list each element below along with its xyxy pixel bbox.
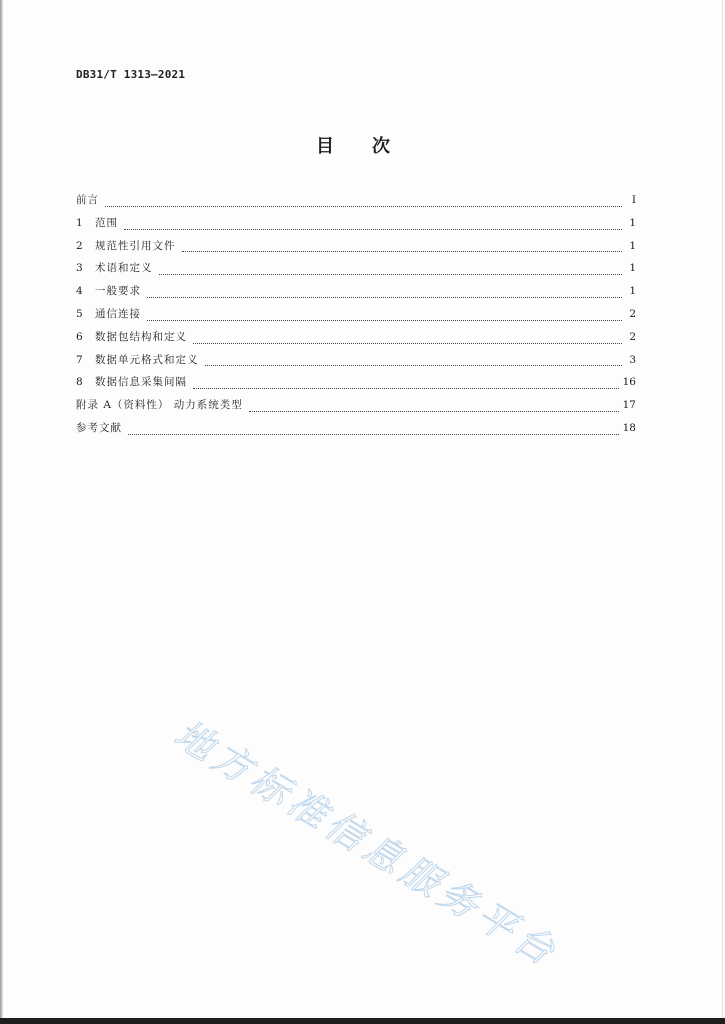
scan-edge-left (0, 0, 3, 1024)
toc-item-page: 17 (622, 399, 636, 412)
toc-leader-dots (182, 250, 623, 252)
toc-item-appendix-a[interactable] (76, 397, 636, 420)
toc-item-data-unit-format[interactable] (76, 352, 636, 375)
toc-item-number: 3 (76, 262, 83, 275)
scan-edge-bottom (0, 1018, 725, 1024)
toc-item-number: 1 (76, 216, 83, 229)
toc-item-terms-definitions[interactable] (76, 260, 636, 283)
toc-item-label: 通信连接 (95, 307, 141, 320)
toc-leader-dots (147, 296, 622, 298)
toc-item-collection-interval[interactable] (76, 374, 636, 397)
toc-item-page: 3 (629, 353, 636, 366)
toc-leader-dots (147, 319, 622, 321)
toc-item-communication-connection[interactable] (76, 306, 636, 329)
toc-item-label: 数据单元格式和定义 (95, 353, 199, 366)
toc-item-label: 数据包结构和定义 (95, 330, 187, 343)
watermark-text: 地方标准信息服务平台 (166, 711, 567, 976)
scan-edge-right (722, 0, 723, 1018)
toc-leader-dots (159, 273, 623, 275)
toc-item-number: 4 (76, 285, 83, 298)
toc-item-number: 8 (76, 376, 83, 389)
toc-leader-dots (193, 387, 619, 389)
toc-item-page: 2 (629, 307, 636, 320)
toc-item-bibliography[interactable] (76, 420, 636, 443)
toc-item-number: 6 (76, 330, 83, 343)
toc-item-page: 1 (629, 216, 636, 229)
toc-title-char-2: 次 (372, 136, 390, 157)
toc-item-general-requirements[interactable] (76, 283, 636, 306)
toc-item-page: 2 (629, 330, 636, 343)
document-code: DB31/T 1313—2021 (76, 68, 186, 81)
toc-item-label: 一般要求 (95, 285, 141, 298)
toc-item-page: 16 (622, 376, 636, 389)
toc-item-packet-structure[interactable] (76, 329, 636, 352)
toc-item-number: 7 (76, 353, 83, 366)
toc-item-label: 参考文献 (76, 421, 122, 434)
toc-item-scope[interactable] (76, 215, 636, 238)
toc-item-page: 18 (622, 421, 636, 434)
toc-item-page: 1 (629, 285, 636, 298)
toc-item-normative-references[interactable] (76, 238, 636, 261)
toc-item-number: 5 (76, 307, 83, 320)
toc-title (316, 132, 390, 158)
toc-leader-dots (193, 342, 622, 344)
toc-list (76, 192, 636, 443)
toc-item-label: 前言 (76, 194, 99, 206)
toc-item-label: 规范性引用文件 (95, 239, 176, 252)
toc-item-label: 术语和定义 (95, 262, 153, 275)
toc-item-page: 1 (629, 262, 636, 275)
toc-item-label: 数据信息采集间隔 (95, 376, 187, 389)
toc-item-label: 附录 A（资料性） 动力系统类型 (76, 399, 243, 412)
toc-item-foreword[interactable] (76, 192, 636, 215)
toc-leader-dots (124, 228, 622, 230)
toc-item-page: 1 (629, 239, 636, 252)
toc-item-label: 范围 (95, 216, 118, 229)
toc-leader-dots (128, 433, 619, 435)
toc-title-char-1: 目 (316, 136, 334, 157)
toc-item-page: I (631, 194, 636, 206)
toc-leader-dots (105, 205, 622, 207)
toc-item-number: 2 (76, 239, 83, 252)
toc-leader-dots (205, 364, 623, 366)
toc-leader-dots (249, 410, 619, 412)
